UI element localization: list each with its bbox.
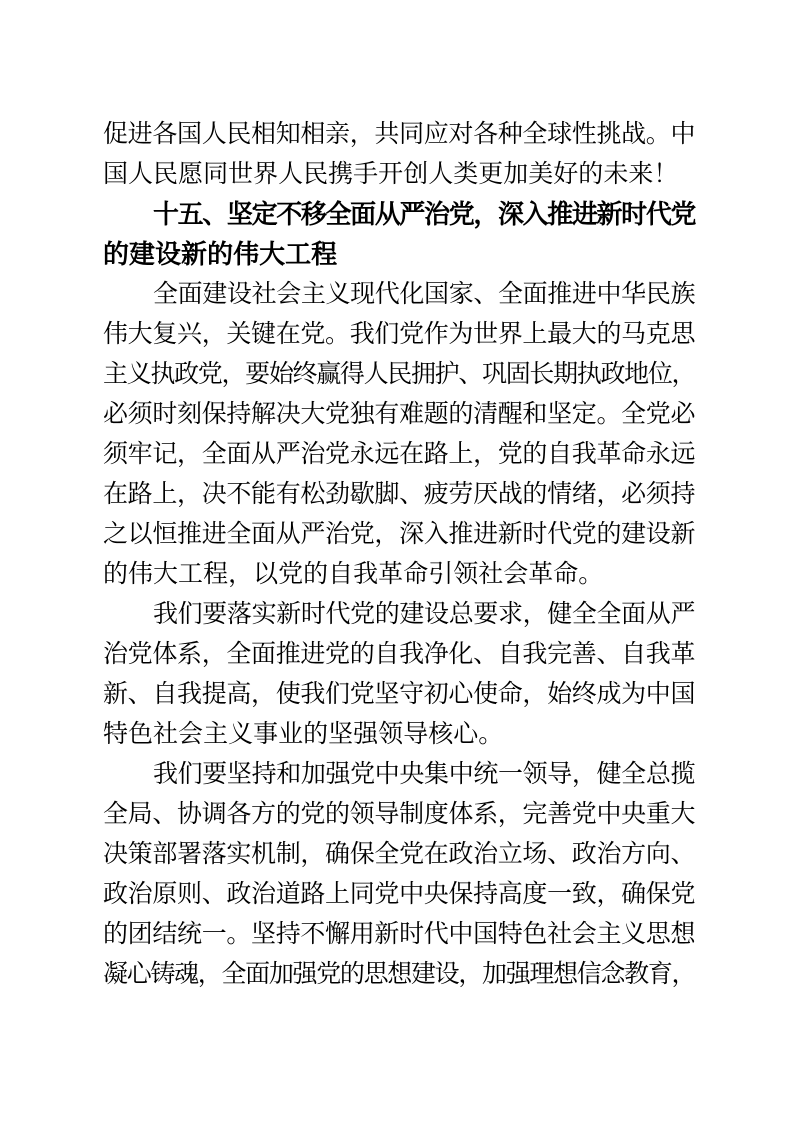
body-text-line: 我 们 要 落 实 新 时 代 党 的 建 设 总 要 求 ， 健 全 全 面 从 严: [153, 601, 696, 628]
body-text-line: 须 牢 记 ， 全 面 从 严 治 党 永 远 在 路 上 ， 党 的 自 我 革 命 永 远: [103, 441, 696, 468]
body-text-line: 必 须 时 刻 保 持 解 决 大 党 独 有 难 题 的 清 醒 和 坚 定 。 全 党 必: [103, 401, 696, 428]
body-text-line: 的 伟 大 工 程 ， 以 党 的 自 我 革 命 引 领 社 会 革 命 。: [103, 561, 604, 588]
body-text-line: 之 以 恒 推 进 全 面 从 严 治 党 ， 深 入 推 进 新 时 代 党 的 建 设 新: [103, 521, 696, 548]
body-text-line: 促 进 各 国 人 民 相 知 相 亲 ， 共 同 应 对 各 种 全 球 性 挑 战 。 中: [103, 121, 696, 148]
body-text-line: 政 治 原 则 、 政 治 道 路 上 同 党 中 央 保 持 高 度 一 致 ， 确 保 党: [103, 881, 696, 908]
body-text-line: 国 人 民 愿 同 世 界 人 民 携 手 开 创 人 类 更 加 美 好 的 未 来 ！: [103, 161, 679, 188]
body-text-line: 新 、 自 我 提 高 ， 使 我 们 党 坚 守 初 心 使 命 ， 始 终 成 为 中 国: [103, 681, 696, 708]
text-block: [103, 112, 695, 992]
body-text-line: 在 路 上 ， 决 不 能 有 松 劲 歇 脚 、 疲 劳 厌 战 的 情 绪 ， 必 须 持: [103, 481, 696, 508]
section-heading-line: 十 五 、 坚 定 不 移 全 面 从 严 治 党 ， 深 入 推 进 新 时 代 党: [153, 198, 697, 229]
body-text-line: 凝 心 铸 魂 ， 全 面 加 强 党 的 思 想 建 设 ， 加 强 理 想 信 念 教 育 ，: [103, 961, 697, 988]
body-text-line: 主 义 执 政 党 ， 要 始 终 赢 得 人 民 拥 护 、 巩 固 长 期 执 政 地 位 ，: [103, 361, 697, 388]
body-text-line: 的 团 结 统 一 。 坚 持 不 懈 用 新 时 代 中 国 特 色 社 会 主 义 思 想: [103, 921, 696, 948]
body-text-line: 特 色 社 会 主 义 事 业 的 坚 强 领 导 核 心 。: [103, 721, 504, 748]
body-text-line: 治 党 体 系 ， 全 面 推 进 党 的 自 我 净 化 、 自 我 完 善 、 自 我 革: [103, 641, 696, 668]
body-text-line: 全 面 建 设 社 会 主 义 现 代 化 国 家 、 全 面 推 进 中 华 民 族: [153, 281, 696, 308]
body-text-line: 伟 大 复 兴 ， 关 键 在 党 。 我 们 党 作 为 世 界 上 最 大 的 马 克 思: [103, 321, 696, 348]
section-heading-line: 的 建 设 新 的 伟 大 工 程: [103, 238, 338, 269]
body-text-line: 我 们 要 坚 持 和 加 强 党 中 央 集 中 统 一 领 导 ， 健 全 总 揽: [153, 761, 696, 788]
body-text-line: 决 策 部 署 落 实 机 制 ， 确 保 全 党 在 政 治 立 场 、 政 治 方 向 、: [103, 841, 696, 868]
body-text-line: 全 局 、 协 调 各 方 的 党 的 领 导 制 度 体 系 ， 完 善 党 中 央 重 大: [103, 801, 696, 828]
